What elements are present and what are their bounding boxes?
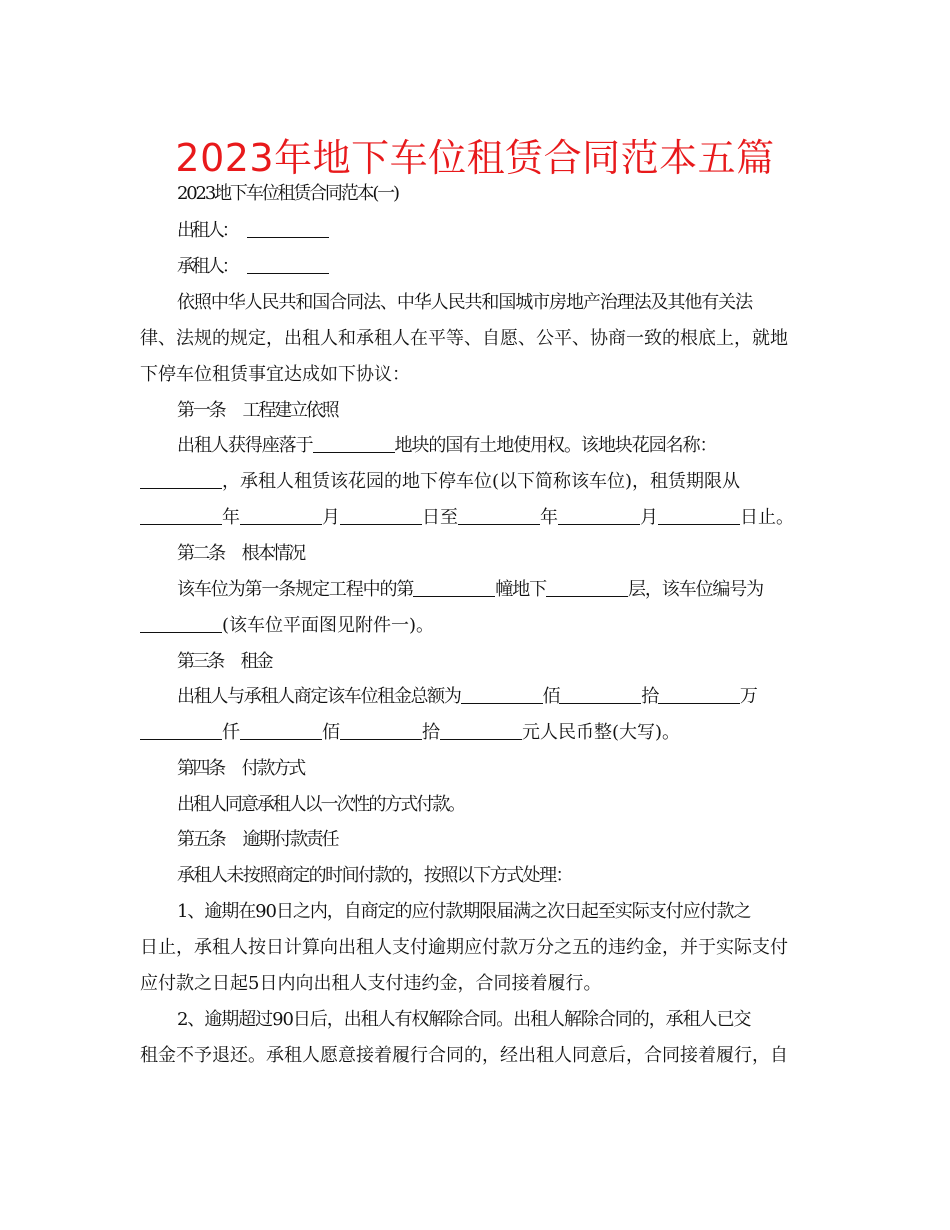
lessee-label: 承租人： [177,256,237,277]
label-year: 年 [222,507,240,528]
blank-ten-thousand [658,685,740,704]
label-bai: 佰 [542,686,560,707]
contract-subtitle: 2023地下车位租赁合同范本(一) [177,183,398,204]
label-day-end: 日止。 [740,507,794,528]
article-2-number: 第二条 [177,543,224,564]
article-2-name: 根本情况 [241,543,304,564]
clause-2-line-1: 2、逾期超过90日后，出租人有权解除合同。出租人解除合同的，承租人已交 [177,1009,751,1030]
article-2-text-c: 层，该车位编号为 [627,579,763,600]
blank-garden-name [140,470,222,489]
article-1-number: 第一条 [177,400,225,421]
article-5-heading [177,827,849,853]
article-1-text-c: ，承租人租赁该花园的地下停车位(以下简称该车位)，租赁期限从 [222,471,741,492]
article-1-line-1 [177,433,849,459]
article-3-text-a: 出租人与承租人商定该车位租金总额为 [177,686,461,707]
article-4-name: 付款方式 [241,758,304,779]
article-1-text-a: 出租人获得座落于 [177,435,313,456]
blank-location [313,434,395,453]
blank-unit [440,721,522,740]
article-3-number: 第三条 [177,651,223,672]
article-4-heading [177,756,849,782]
label-month: 月 [322,507,340,528]
label-wan: 万 [739,686,757,707]
clause-1-line-3: 应付款之日起5日内向出租人支付违约金，合同接着履行。 [140,973,602,994]
article-2-line-2 [140,613,812,639]
article-2-text-d: (该车位平面图见附件一)。 [222,615,435,636]
clause-1-line-2: 日止，承租人按日计算向出租人支付逾期应付款万分之五的违约金，并于实际支付 [140,937,788,958]
lessor-label: 出租人： [177,220,237,241]
blank-start-year [140,506,222,525]
lessee-line [177,254,849,280]
article-1-text-b: 地块的国有土地使用权。该地块花园名称： [394,435,717,456]
blank-floor [546,578,628,597]
article-5-line-1: 承租人未按照商定的时间付款的，按照以下方式处理： [177,865,572,886]
article-4-number: 第四条 [177,758,224,779]
article-1-line-2 [140,469,812,495]
blank-ten-million [559,685,641,704]
article-3-text-end: 元人民币整(大写)。 [522,722,681,743]
article-3-heading [177,649,849,675]
blank-building [413,578,495,597]
clause-2-line-2: 租金不予退还。承租人愿意接着履行合同的，经出租人同意后，合同接着履行，自 [140,1045,788,1066]
label-month-end: 月 [640,507,658,528]
blank-hundred [240,721,322,740]
article-1-heading [177,398,849,424]
blank-hundred-million [461,685,543,704]
blank-end-day [658,506,740,525]
article-5-name: 逾期付款责任 [242,829,338,850]
blank-end-year [458,506,540,525]
blank-thousand [140,721,222,740]
blank-start-month [240,506,322,525]
article-1-line-3 [140,505,812,531]
blank-end-month [558,506,640,525]
document-title: 2023年地下车位租赁合同范本五篇 [175,136,775,180]
label-year-end: 年 [540,507,558,528]
intro-line-1: 依照中华人民共和国合同法、中华人民共和国城市房地产治理法及其他有关法 [177,292,752,313]
article-3-line-2 [140,720,812,746]
label-shi-2: 拾 [422,722,440,743]
article-1-name: 工程建立依照 [242,400,338,421]
article-2-text-a: 该车位为第一条规定工程中的第 [177,579,414,600]
article-4-line-1: 出租人同意承租人以一次性的方式付款。 [177,794,464,815]
lessor-blank [247,219,329,238]
lessor-line [177,218,849,244]
label-qian: 仟 [222,722,240,743]
article-3-line-1 [177,684,849,710]
label-shi: 拾 [641,686,658,707]
intro-line-3: 下停车位租赁事宜达成如下协议： [140,364,410,385]
article-3-name: 租金 [240,651,271,672]
article-2-line-1 [177,577,849,603]
label-day-to: 日至 [422,507,458,528]
blank-ten [340,721,422,740]
lessee-blank [247,255,329,274]
article-5-number: 第五条 [177,829,225,850]
article-2-heading [177,541,849,567]
article-2-text-b: 幢地下 [495,579,546,600]
label-bai-2: 佰 [322,722,340,743]
intro-line-2: 律、法规的规定，出租人和承租人在平等、自愿、公平、协商一致的根底上，就地 [140,328,788,349]
blank-space-number [140,614,222,633]
blank-start-day [340,506,422,525]
clause-1-line-1: 1、逾期在90日之内，自商定的应付款期限届满之次日起至实际支付应付款之 [177,901,751,922]
